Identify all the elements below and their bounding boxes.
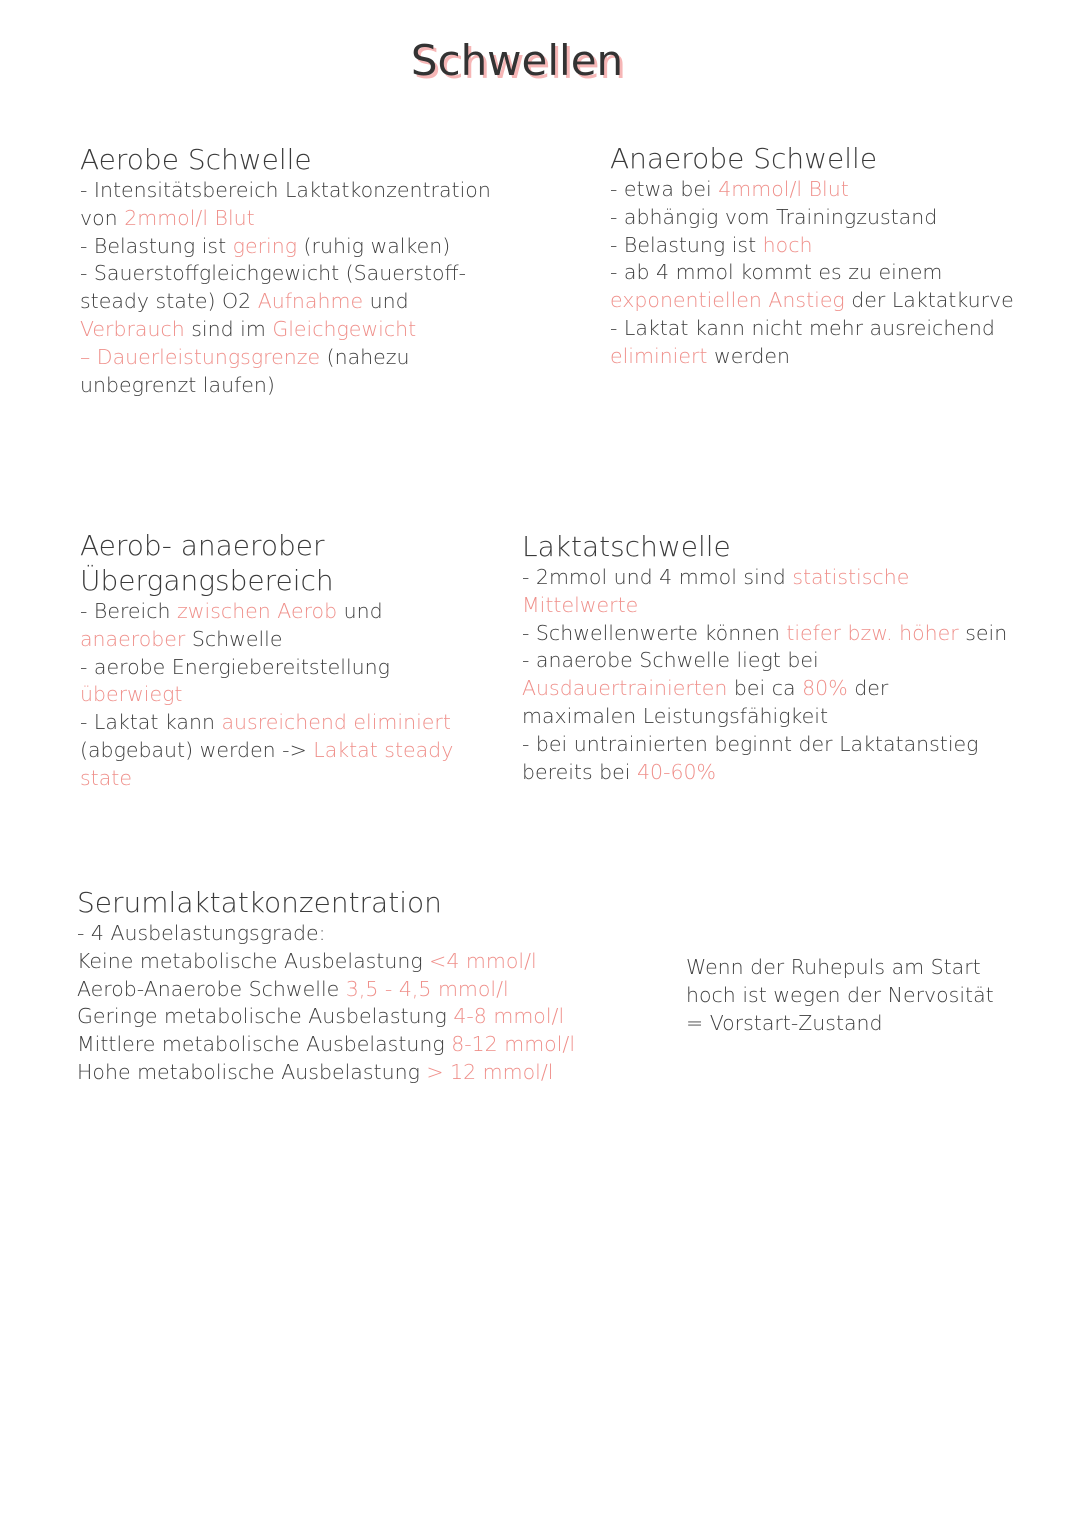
list-item: Aerob-Anaerobe Schwelle 3,5 - 4,5 mmol/l xyxy=(77,976,509,1001)
text-line: anaerober Schwelle xyxy=(80,626,283,651)
text-line: (abgebaut) werden -> Laktat steady xyxy=(80,737,454,762)
highlight-text: 4-8 mmol/l xyxy=(453,1004,565,1029)
list-item: Keine metabolische Ausbelastung <4 mmol/l xyxy=(77,948,537,973)
page-title xyxy=(0,36,1080,85)
section-aerobe-schwelle xyxy=(80,142,491,399)
text-line: hoch ist wegen der Nervosität xyxy=(686,982,994,1007)
text-line: - Belastung ist hoch xyxy=(610,232,813,257)
text-line: Wenn der Ruhepuls am Start xyxy=(686,955,981,979)
section-heading: Laktatschwelle xyxy=(522,530,731,563)
list-item: Mittlere metabolische Ausbelastung 8-12 mmol/l xyxy=(77,1032,576,1057)
section-body xyxy=(610,176,1014,371)
section-body xyxy=(80,598,453,793)
text-line: Ausdauertrainierten bei ca 80% der xyxy=(522,676,889,701)
highlight-text: eliminiert xyxy=(610,343,708,368)
text-line: - etwa bei 4mmol/l Blut xyxy=(610,177,849,201)
text-line: - aerobe Energiebereitstellung xyxy=(80,654,390,679)
highlight-text: Aufnahme xyxy=(257,289,364,314)
text-line: - Belastung ist gering (ruhig walken) xyxy=(80,233,451,258)
text-line: - Schwellenwerte können tiefer bzw. höher sein xyxy=(522,620,1008,645)
text-line: steady state) O2 Aufnahme und xyxy=(80,289,409,314)
highlight-text: ausreichend eliminiert xyxy=(221,710,451,735)
text-line: = Vorstart-Zustand xyxy=(686,1010,883,1035)
text-line: - ab 4 mmol kommt es zu einem xyxy=(610,260,943,285)
highlight-text: Verbrauch xyxy=(80,316,185,341)
section-heading: Aerobe Schwelle xyxy=(80,143,312,176)
side-note xyxy=(686,954,994,1037)
highlight-text: anaerober xyxy=(80,626,186,651)
section-serumlaktatkonzentration xyxy=(77,885,575,1087)
highlight-text: Dauerleistungsgrenze xyxy=(96,344,321,369)
highlight-text: statistische xyxy=(792,565,910,589)
page-title-text: Schwellen xyxy=(410,36,624,85)
section-uebergangsbereich xyxy=(80,528,453,793)
text-line: - bei untrainierten beginnt der Laktatanstieg xyxy=(522,731,979,756)
text-line: - anaerobe Schwelle liegt bei xyxy=(522,648,819,673)
text-line: - abhängig vom Trainingzustand xyxy=(610,204,938,229)
text-line: eliminiert werden xyxy=(610,343,791,368)
text-line: Verbrauch sind im Gleichgewicht xyxy=(80,316,417,341)
text-line: - Bereich zwischen Aerob und xyxy=(80,599,383,623)
text-line: - 2mmol und 4 mmol sind statistische xyxy=(522,565,910,589)
section-body xyxy=(77,920,575,1087)
list-item: Geringe metabolische Ausbelastung 4-8 mmol/l xyxy=(77,1004,565,1029)
highlight-text: gering xyxy=(232,233,298,258)
text-line: überwiegt xyxy=(80,682,183,707)
section-body xyxy=(522,564,1007,786)
highlight-text: zwischen Aerob xyxy=(177,599,338,623)
highlight-text: 4mmol/l Blut xyxy=(718,177,849,201)
highlight-text: tiefer bzw. höher xyxy=(786,620,959,645)
highlight-text: Gleichgewicht xyxy=(272,316,417,341)
section-heading: Aerob- anaerober Übergangsbereich xyxy=(80,529,334,597)
highlight-text: Laktat steady xyxy=(313,737,454,762)
text-line: - 4 Ausbelastungsgrade: xyxy=(77,921,326,945)
highlight-text: 3,5 - 4,5 mmol/l xyxy=(345,976,509,1001)
text-line: - Laktat kann nicht mehr ausreichend xyxy=(610,315,995,340)
text-line: state xyxy=(80,765,132,790)
text-line: maximalen Leistungsfähigkeit xyxy=(522,703,829,728)
section-heading: Serumlaktatkonzentration xyxy=(77,886,442,919)
text-line: - Intensitätsbereich Laktatkonzentration xyxy=(80,178,491,202)
text-line: exponentiellen Anstieg der Laktatkurve xyxy=(610,288,1014,313)
text-line: – Dauerleistungsgrenze (nahezu xyxy=(80,344,410,369)
highlight-text: exponentiellen Anstieg xyxy=(610,288,845,313)
text-line: bereits bei 40-60% xyxy=(522,759,717,784)
highlight-text: Ausdauertrainierten xyxy=(522,676,728,701)
section-body xyxy=(80,177,491,399)
highlight-text: <4 mmol/l xyxy=(429,948,537,973)
highlight-text: 8-12 mmol/l xyxy=(451,1032,576,1057)
text-line: unbegrenzt laufen) xyxy=(80,372,275,397)
section-heading: Anaerobe Schwelle xyxy=(610,142,878,175)
list-item: Hohe metabolische Ausbelastung > 12 mmol/l xyxy=(77,1059,554,1084)
text-line: Mittelwerte xyxy=(522,592,639,617)
section-anaerobe-schwelle xyxy=(610,141,1014,371)
highlight-text: > 12 mmol/l xyxy=(426,1059,554,1084)
text-line: von 2mmol/l Blut xyxy=(80,205,255,230)
highlight-text: 80% xyxy=(802,676,848,701)
highlight-text: 40-60% xyxy=(636,759,717,784)
highlight-text: hoch xyxy=(762,232,813,257)
text-line: - Laktat kann ausreichend eliminiert xyxy=(80,710,451,735)
highlight-text: 2mmol/l Blut xyxy=(124,205,255,230)
section-laktatschwelle xyxy=(522,529,1007,786)
text-line: - Sauerstoffgleichgewicht (Sauerstoff- xyxy=(80,261,467,286)
